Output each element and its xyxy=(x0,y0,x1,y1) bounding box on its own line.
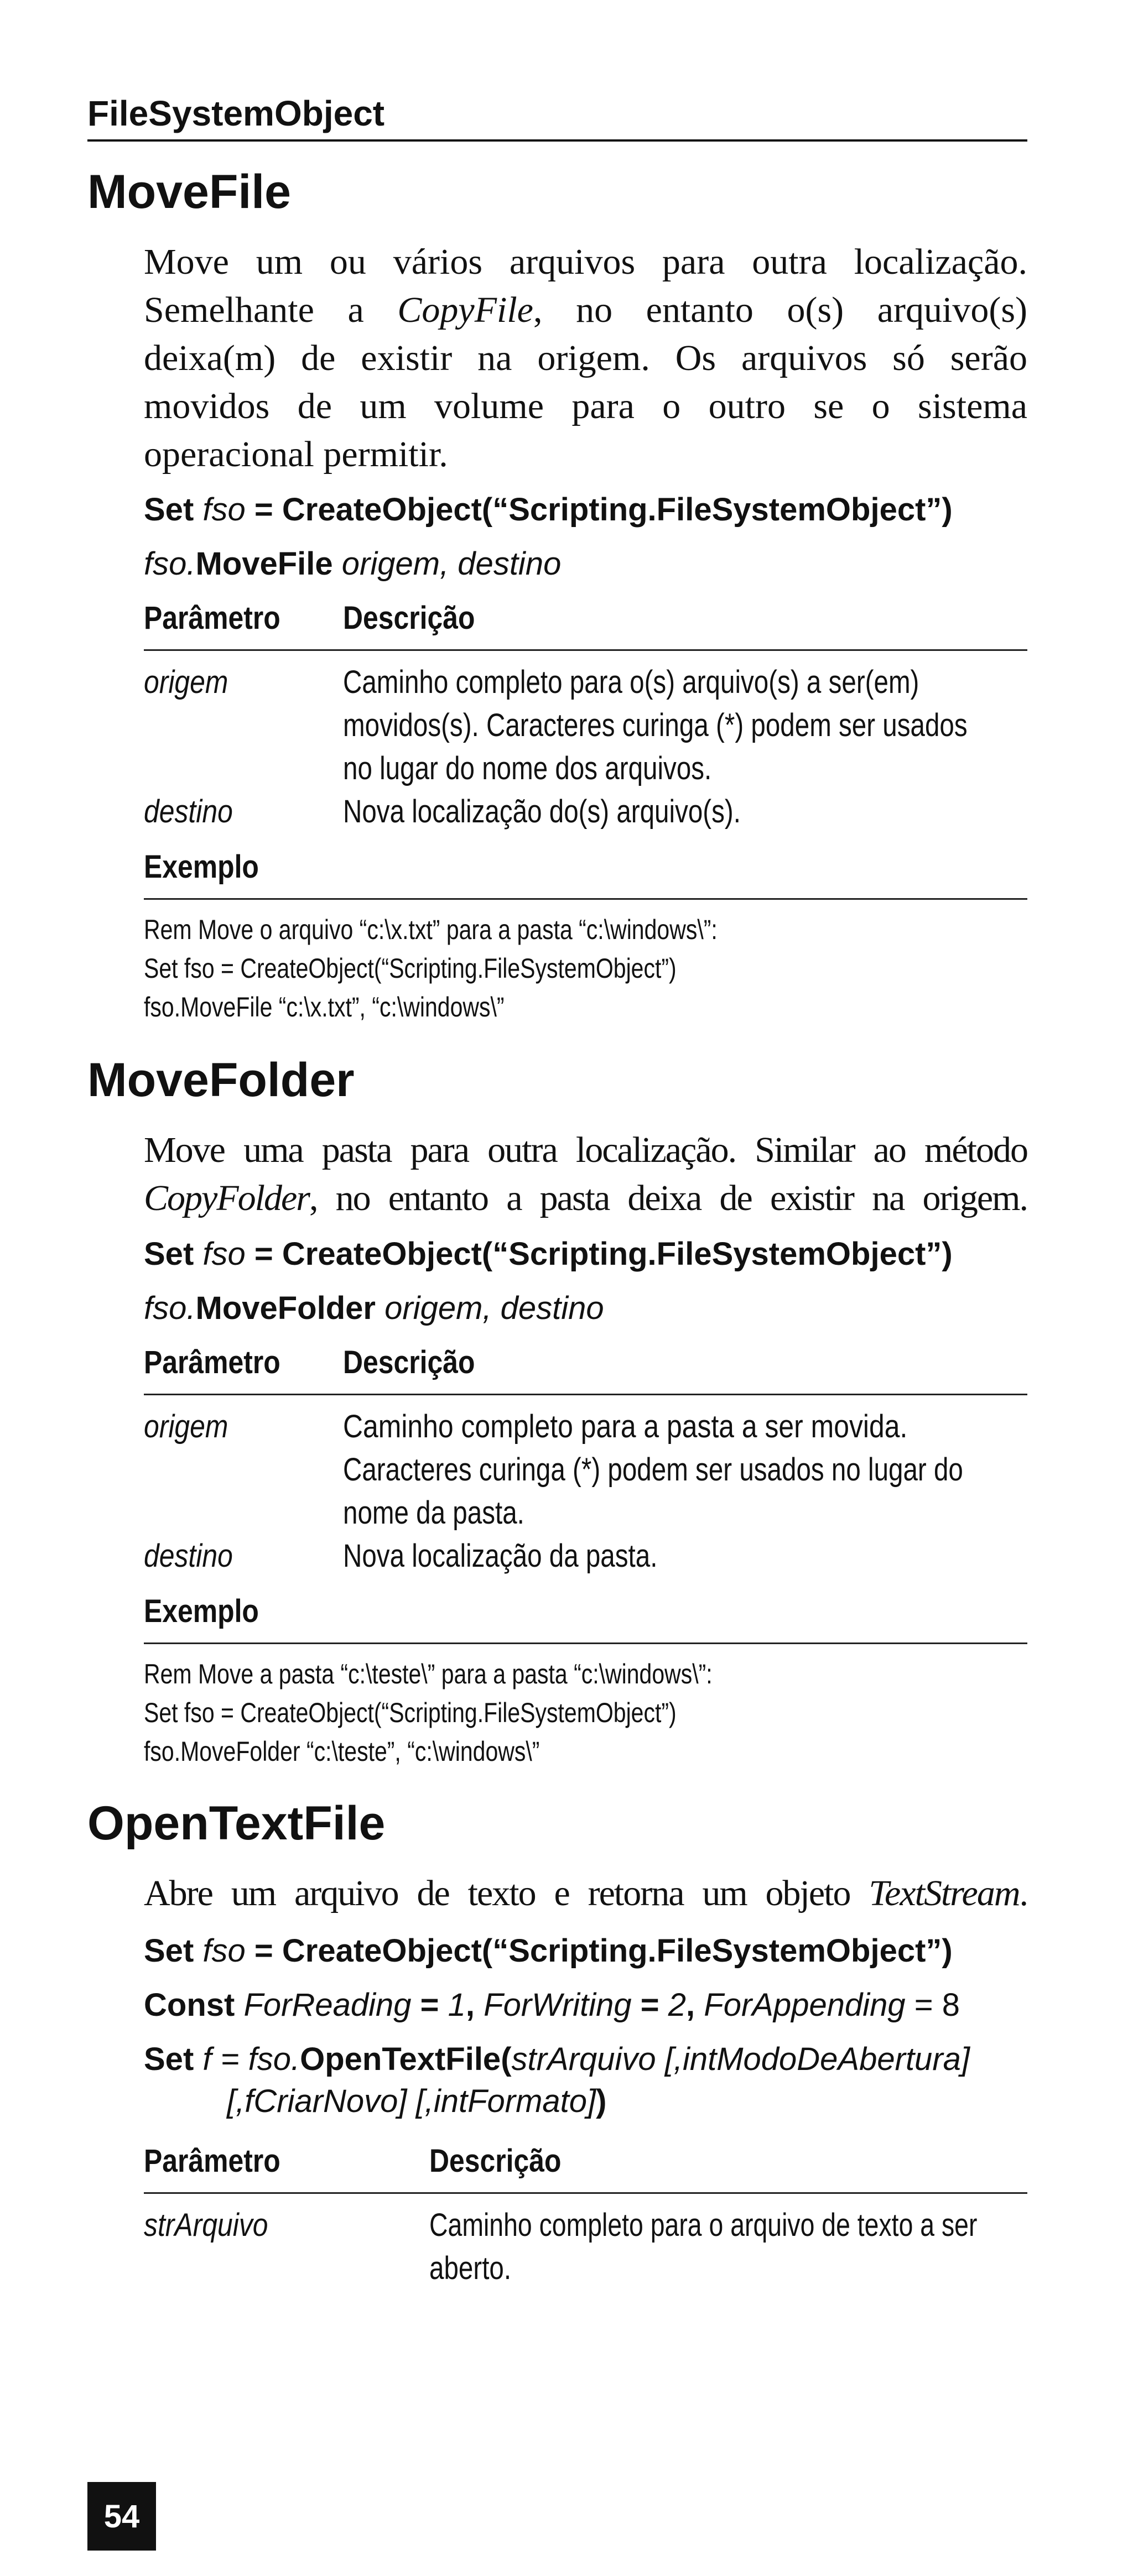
table-header-parameter: Parâmetro xyxy=(144,600,280,636)
description-line: Move uma pasta para outra localização. Similar ao método xyxy=(144,1130,1027,1170)
code-create-object: Set fso = CreateObject(“Scripting.FileSystemObject”) xyxy=(144,492,953,528)
description-line: CopyFolder, no entanto a pasta deixa de existir na origem. xyxy=(144,1178,1027,1218)
table-rule xyxy=(144,2192,1027,2194)
code-constants: Const ForReading = 1, ForWriting = 2, ForAppending = 8 xyxy=(144,1987,960,2023)
table-header-description: Descrição xyxy=(343,1344,475,1380)
page-number: 54 xyxy=(87,2482,156,2551)
example-code-line: Set fso = CreateObject(“Scripting.FileSystemObject”) xyxy=(144,953,677,984)
param-description: Caminho completo para o(s) arquivo(s) a ser(em) xyxy=(343,664,919,700)
description-line: Abre um arquivo de texto e retorna um objeto TextStream. xyxy=(144,1873,1027,1913)
description-line: operacional permitir. xyxy=(144,434,448,474)
param-name: origem xyxy=(144,664,228,700)
code-method-call: fso.MoveFile origem, destino xyxy=(144,546,562,582)
example-code-line: fso.MoveFile “c:\x.txt”, “c:\windows\” xyxy=(144,992,505,1023)
param-description: aberto. xyxy=(429,2250,512,2286)
code-method-call-continued: [,fCriarNovo] [,intFormato]) xyxy=(227,2083,607,2119)
param-description: nome da pasta. xyxy=(343,1495,524,1531)
example-code-line: Set fso = CreateObject(“Scripting.FileSystemObject”) xyxy=(144,1697,677,1728)
param-name: destino xyxy=(144,1538,233,1574)
param-description: movidos(s). Caracteres curinga (*) podem ser usados xyxy=(343,707,968,743)
section-title-movefile: MoveFile xyxy=(87,165,291,218)
param-description: no lugar do nome dos arquivos. xyxy=(343,750,712,786)
table-header-description: Descrição xyxy=(429,2143,562,2179)
example-heading: Exemplo xyxy=(144,1593,259,1629)
example-code-line: Rem Move o arquivo “c:\x.txt” para a pasta “c:\windows\”: xyxy=(144,914,718,945)
running-head: FileSystemObject xyxy=(87,93,385,133)
param-description: Caminho completo para a pasta a ser movida. xyxy=(343,1409,908,1445)
table-header-description: Descrição xyxy=(343,600,475,636)
movefolder-description xyxy=(144,1126,1027,1222)
table-header-parameter: Parâmetro xyxy=(144,2143,280,2179)
param-description: Caminho completo para o arquivo de texto a ser xyxy=(429,2207,978,2243)
code-create-object: Set fso = CreateObject(“Scripting.FileSystemObject”) xyxy=(144,1236,953,1272)
example-code-line: fso.MoveFolder “c:\teste”, “c:\windows\” xyxy=(144,1736,540,1767)
opentextfile-description xyxy=(144,1869,1027,1917)
section-title-opentextfile: OpenTextFile xyxy=(87,1797,386,1850)
example-rule xyxy=(144,1642,1027,1644)
example-rule xyxy=(144,898,1027,900)
param-name: strArquivo xyxy=(144,2207,268,2243)
description-line: Move um ou vários arquivos para outra localização. xyxy=(144,242,1027,282)
description-line: Semelhante a CopyFile, no entanto o(s) arquivo(s) xyxy=(144,290,1028,330)
movefile-description xyxy=(144,238,1027,478)
example-code-line: Rem Move a pasta “c:\teste\” para a pasta “c:\windows\”: xyxy=(144,1659,713,1689)
description-line: deixa(m) de existir na origem. Os arquivos só serão xyxy=(144,338,1027,378)
code-method-call: fso.MoveFolder origem, destino xyxy=(144,1290,604,1326)
code-method-call: Set f = fso.OpenTextFile(strArquivo [,intModoDeAbertura] xyxy=(144,2041,970,2077)
header-divider xyxy=(87,139,1027,142)
code-create-object: Set fso = CreateObject(“Scripting.FileSystemObject”) xyxy=(144,1933,953,1969)
param-description: Nova localização do(s) arquivo(s). xyxy=(343,794,741,830)
param-description: Caracteres curinga (*) podem ser usados no lugar do xyxy=(343,1452,963,1488)
table-rule xyxy=(144,649,1027,651)
param-name: origem xyxy=(144,1409,228,1445)
description-line: movidos de um volume para o outro se o sistema xyxy=(144,386,1027,426)
table-rule xyxy=(144,1394,1027,1395)
table-header-parameter: Parâmetro xyxy=(144,1344,280,1380)
section-title-movefolder: MoveFolder xyxy=(87,1054,355,1107)
param-name: destino xyxy=(144,794,233,830)
example-heading: Exemplo xyxy=(144,849,259,885)
param-description: Nova localização da pasta. xyxy=(343,1538,658,1574)
